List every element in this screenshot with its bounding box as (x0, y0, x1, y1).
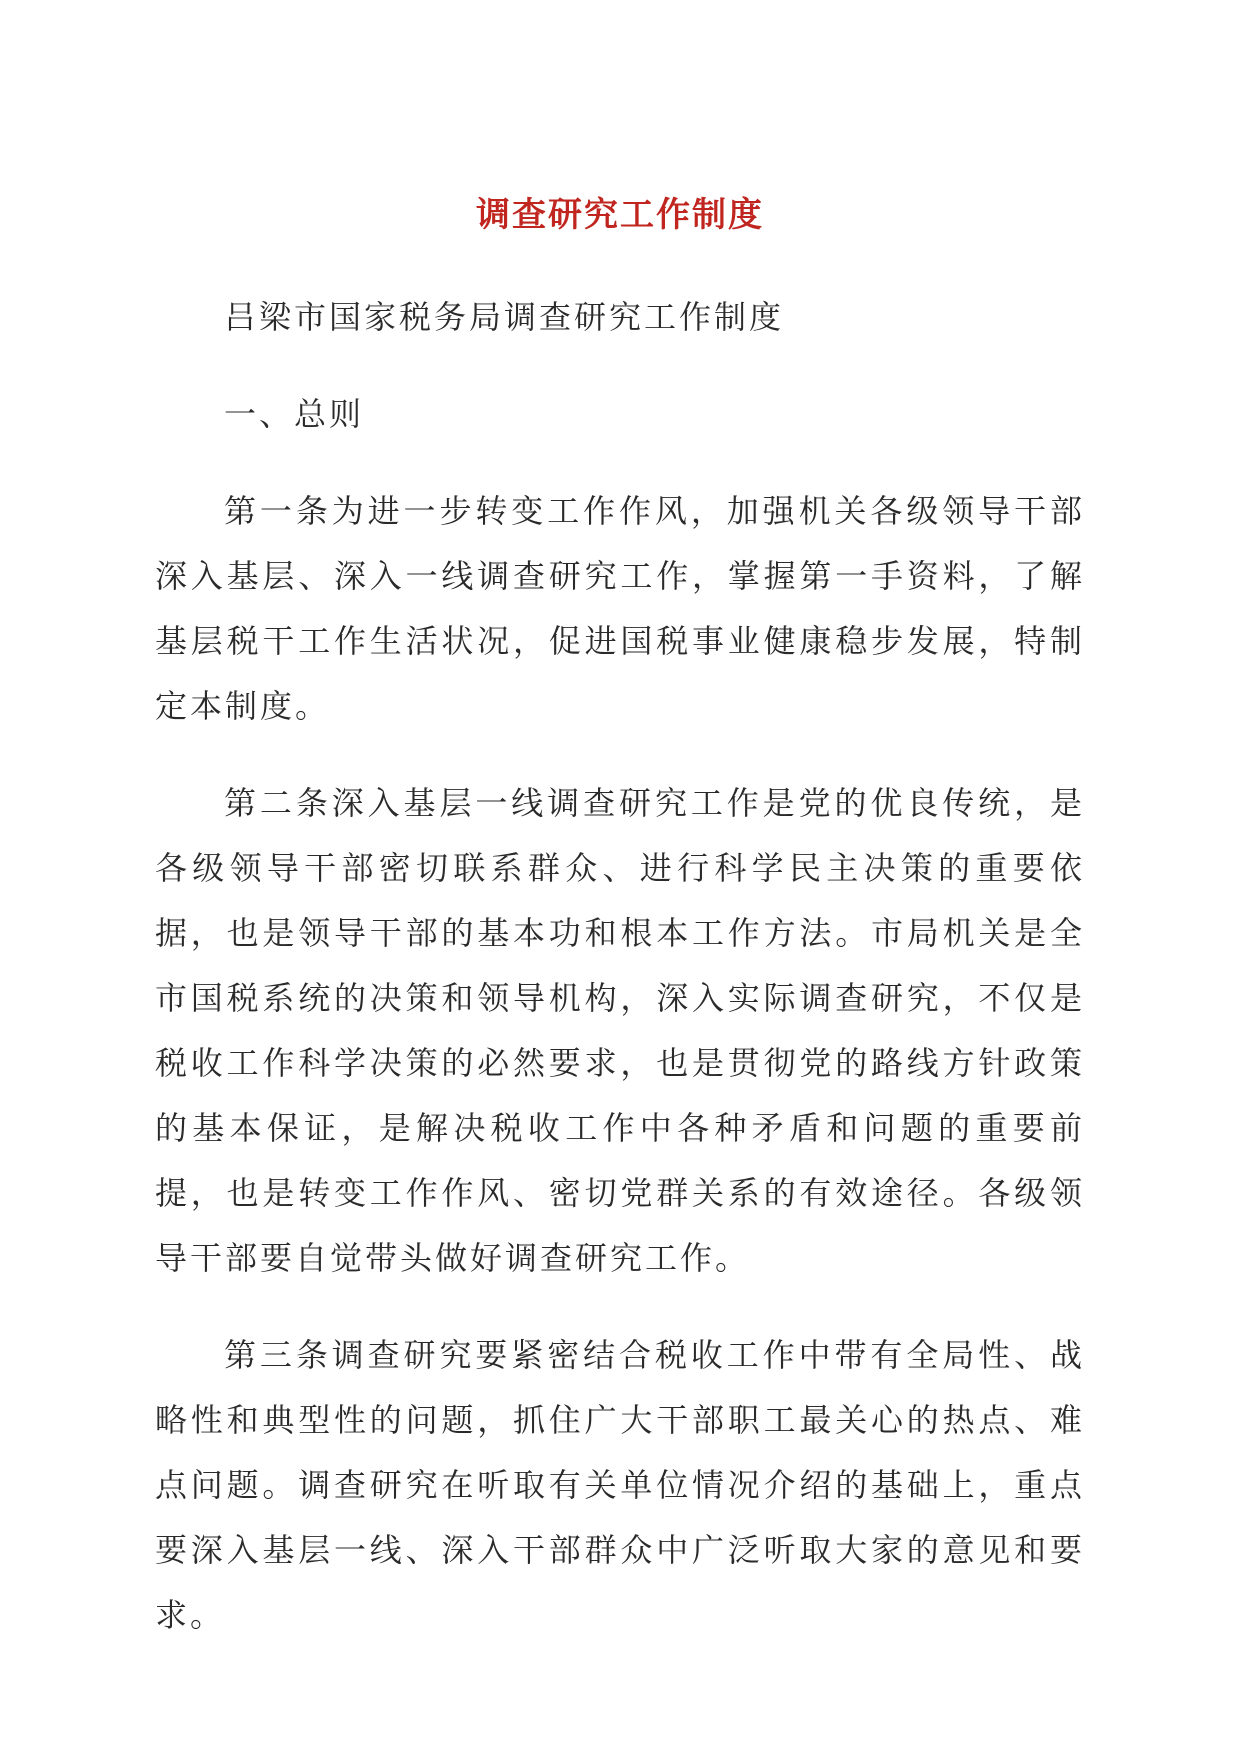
article-1-paragraph: 第一条为进一步转变工作作风，加强机关各级领导干部深入基层、深入一线调查研究工作，掌握第一手资料，了解基层税干工作生活状况，促进国税事业健康稳步发展，特制定本制度。 (155, 492, 1085, 725)
document-subtitle: 吕梁市国家税务局调查研究工作制度 (224, 298, 785, 336)
section-heading-general: 一、总则 (224, 395, 365, 433)
article-2-paragraph: 第二条深入基层一线调查研究工作是党的优良传统，是各级领导干部密切联系群众、进行科学民主决策的重要依据，也是领导干部的基本功和根本工作方法。市局机关是全市国税系统的决策和领导机构，深入实际调查研究，不仅是税收工作科学决策的必然要求，也是贯彻党的路线方针政策的基本保证，是解决税收工作中各种矛盾和问题的重要前提，也是转变工作作风、密切党群关系的有效途径。各级领导干部要自觉带头做好调查研究工作。 (155, 784, 1085, 1277)
document-title: 调查研究工作制度 (476, 195, 764, 235)
document-body (155, 285, 1085, 1680)
article-3-paragraph: 第三条调查研究要紧密结合税收工作中带有全局性、战略性和典型性的问题，抓住广大干部职工最关心的热点、难点问题。调查研究在听取有关单位情况介绍的基础上，重点要深入基层一线、深入干部群众中广泛听取大家的意见和要求。 (155, 1336, 1085, 1634)
